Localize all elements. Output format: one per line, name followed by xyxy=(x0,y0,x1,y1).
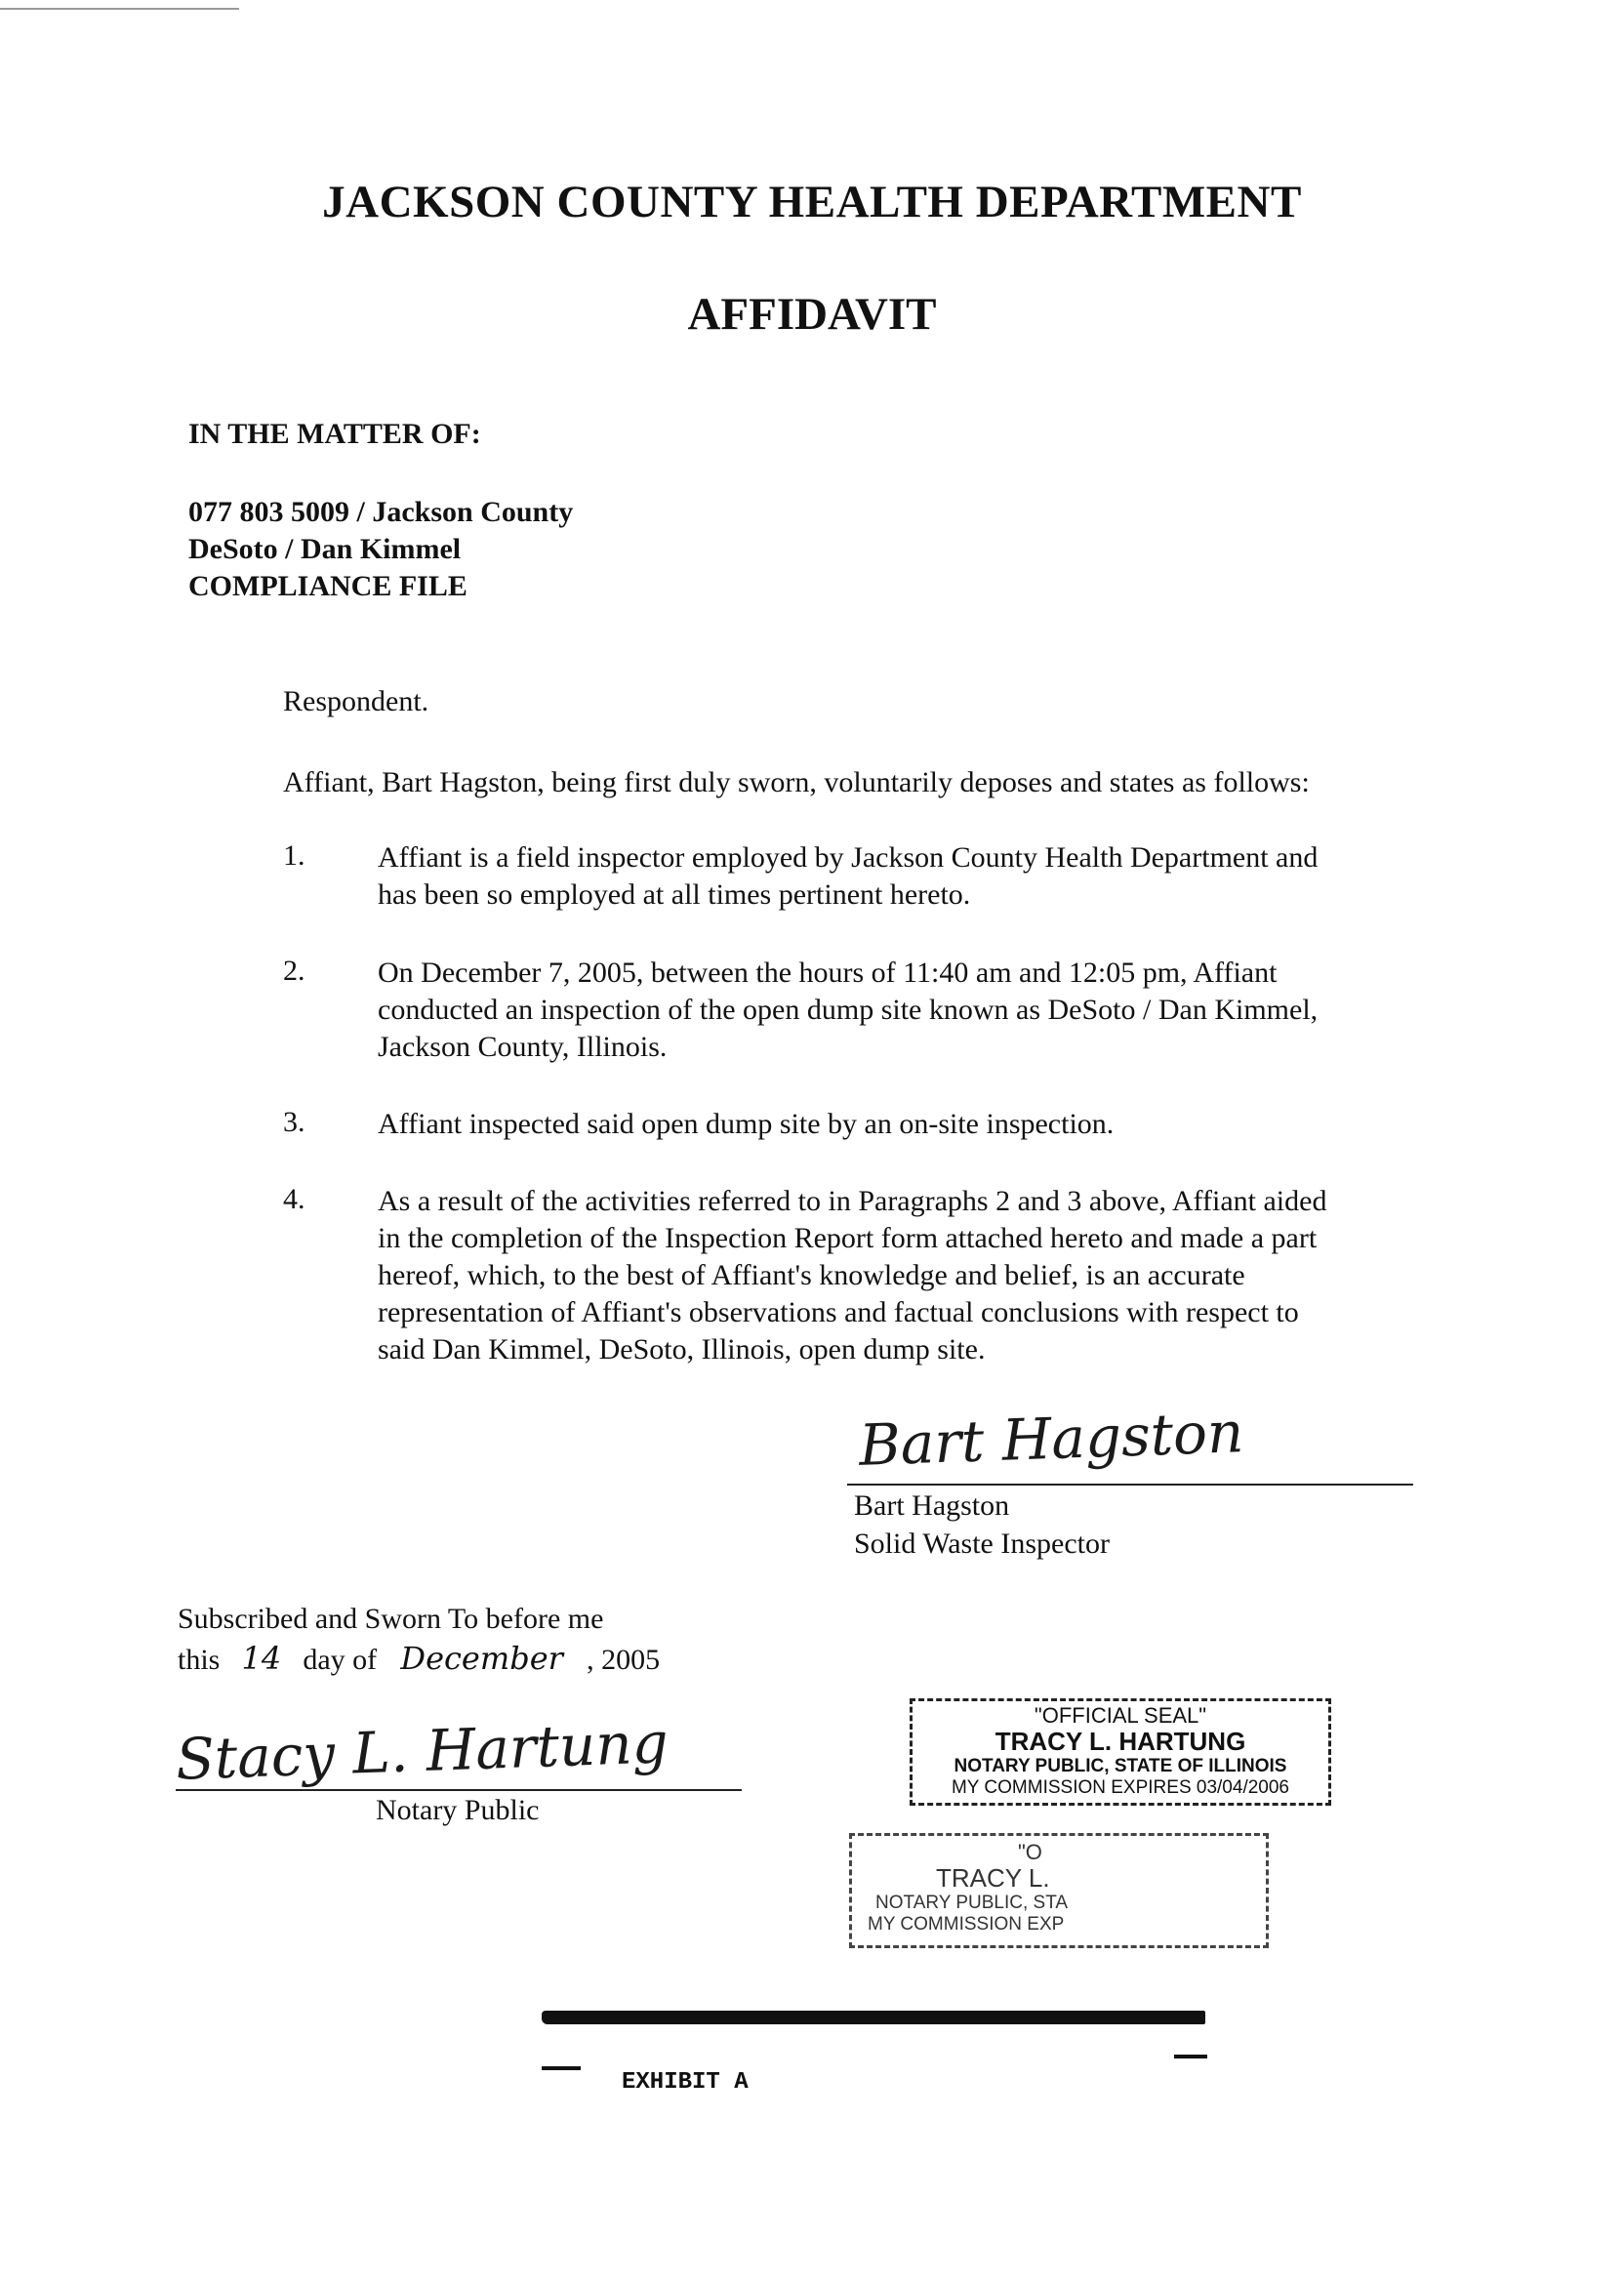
item-1-line-2: has been so employed at all times pertinent hereto. xyxy=(378,878,971,911)
notary-signature-line xyxy=(176,1789,742,1791)
sworn-date-line xyxy=(178,1640,660,1679)
exhibit-label: EXHIBIT A xyxy=(622,2069,749,2096)
faded-seal-title: "O xyxy=(1018,1840,1042,1864)
sworn-day-of-label: day of xyxy=(303,1644,378,1676)
sworn-statement: Subscribed and Sworn To before me xyxy=(178,1603,604,1635)
department-title: JACKSON COUNTY HEALTH DEPARTMENT xyxy=(322,177,1302,227)
item-3-line-1: Affiant inspected said open dump site by an on-site inspection. xyxy=(378,1108,1115,1140)
item-3-number: 3. xyxy=(283,1106,305,1138)
item-1-line-1: Affiant is a field inspector employed by Jackson County Health Department and xyxy=(378,841,1319,874)
item-4-line-2: in the completion of the Inspection Report form attached hereto and made a part xyxy=(378,1222,1318,1254)
matter-line-1: 077 803 5009 / Jackson County xyxy=(188,496,574,528)
item-4-line-5: said Dan Kimmel, DeSoto, Illinois, open dump site. xyxy=(378,1333,986,1365)
item-1-text xyxy=(378,839,1529,914)
sworn-year: , 2005 xyxy=(587,1644,661,1676)
sworn-this-label: this xyxy=(178,1644,221,1676)
item-2-line-1: On December 7, 2005, between the hours of 11:40 am and 12:05 pm, Affiant xyxy=(378,957,1278,989)
seal-title: "OFFICIAL SEAL" xyxy=(1034,1703,1207,1728)
affiant-name: Bart Hagston xyxy=(854,1489,1010,1522)
item-1-number: 1. xyxy=(283,839,305,872)
matter-line-2: DeSoto / Dan Kimmel xyxy=(188,533,462,565)
scan-top-line xyxy=(0,8,239,10)
right-dash-mark xyxy=(1174,2055,1207,2058)
faded-seal-expiry: MY COMMISSION EXP xyxy=(868,1914,1065,1935)
item-4-line-4: representation of Affiant's observations and factual conclusions with respect to xyxy=(378,1296,1299,1328)
item-4-line-3: hereof, which, to the best of Affiant's knowledge and belief, is an accurate xyxy=(378,1259,1245,1291)
official-seal-stamp xyxy=(910,1698,1331,1806)
affiant-signature: Bart Hagston xyxy=(857,1399,1245,1479)
faded-seal-state: NOTARY PUBLIC, STA xyxy=(875,1893,1069,1913)
item-2-number: 2. xyxy=(283,955,305,987)
item-3-text xyxy=(378,1106,1529,1143)
faded-seal-name: TRACY L. xyxy=(936,1863,1050,1893)
seal-name: TRACY L. HARTUNG xyxy=(995,1727,1246,1756)
redaction-bar xyxy=(542,2011,1205,2024)
item-2-text xyxy=(378,955,1529,1066)
sworn-month: December xyxy=(400,1640,563,1677)
seal-expiry: MY COMMISSION EXPIRES 03/04/2006 xyxy=(951,1777,1289,1798)
item-4-line-1: As a result of the activities referred to in Paragraphs 2 and 3 above, Affiant aided xyxy=(378,1185,1327,1217)
notary-signature: Stacy L. Hartung xyxy=(174,1709,670,1793)
item-2-line-2: conducted an inspection of the open dump site known as DeSoto / Dan Kimmel, xyxy=(378,994,1319,1026)
sworn-day: 14 xyxy=(241,1640,282,1677)
item-2-line-3: Jackson County, Illinois. xyxy=(378,1031,668,1063)
seal-state: NOTARY PUBLIC, STATE OF ILLINOIS xyxy=(954,1756,1287,1776)
notary-public-label: Notary Public xyxy=(376,1794,540,1826)
respondent-label: Respondent. xyxy=(283,685,429,717)
faded-seal-stamp xyxy=(849,1833,1269,1948)
document-title: AFFIDAVIT xyxy=(687,289,937,340)
item-4-text xyxy=(378,1183,1529,1368)
affiant-title: Solid Waste Inspector xyxy=(854,1528,1110,1560)
matter-label: IN THE MATTER OF: xyxy=(188,418,481,450)
left-dash-mark xyxy=(542,2066,581,2070)
item-4-number: 4. xyxy=(283,1183,305,1215)
affiant-signature-line xyxy=(847,1484,1413,1486)
matter-line-3: COMPLIANCE FILE xyxy=(188,570,467,602)
intro-statement: Affiant, Bart Hagston, being first duly sworn, voluntarily deposes and states as follows: xyxy=(283,766,1310,798)
